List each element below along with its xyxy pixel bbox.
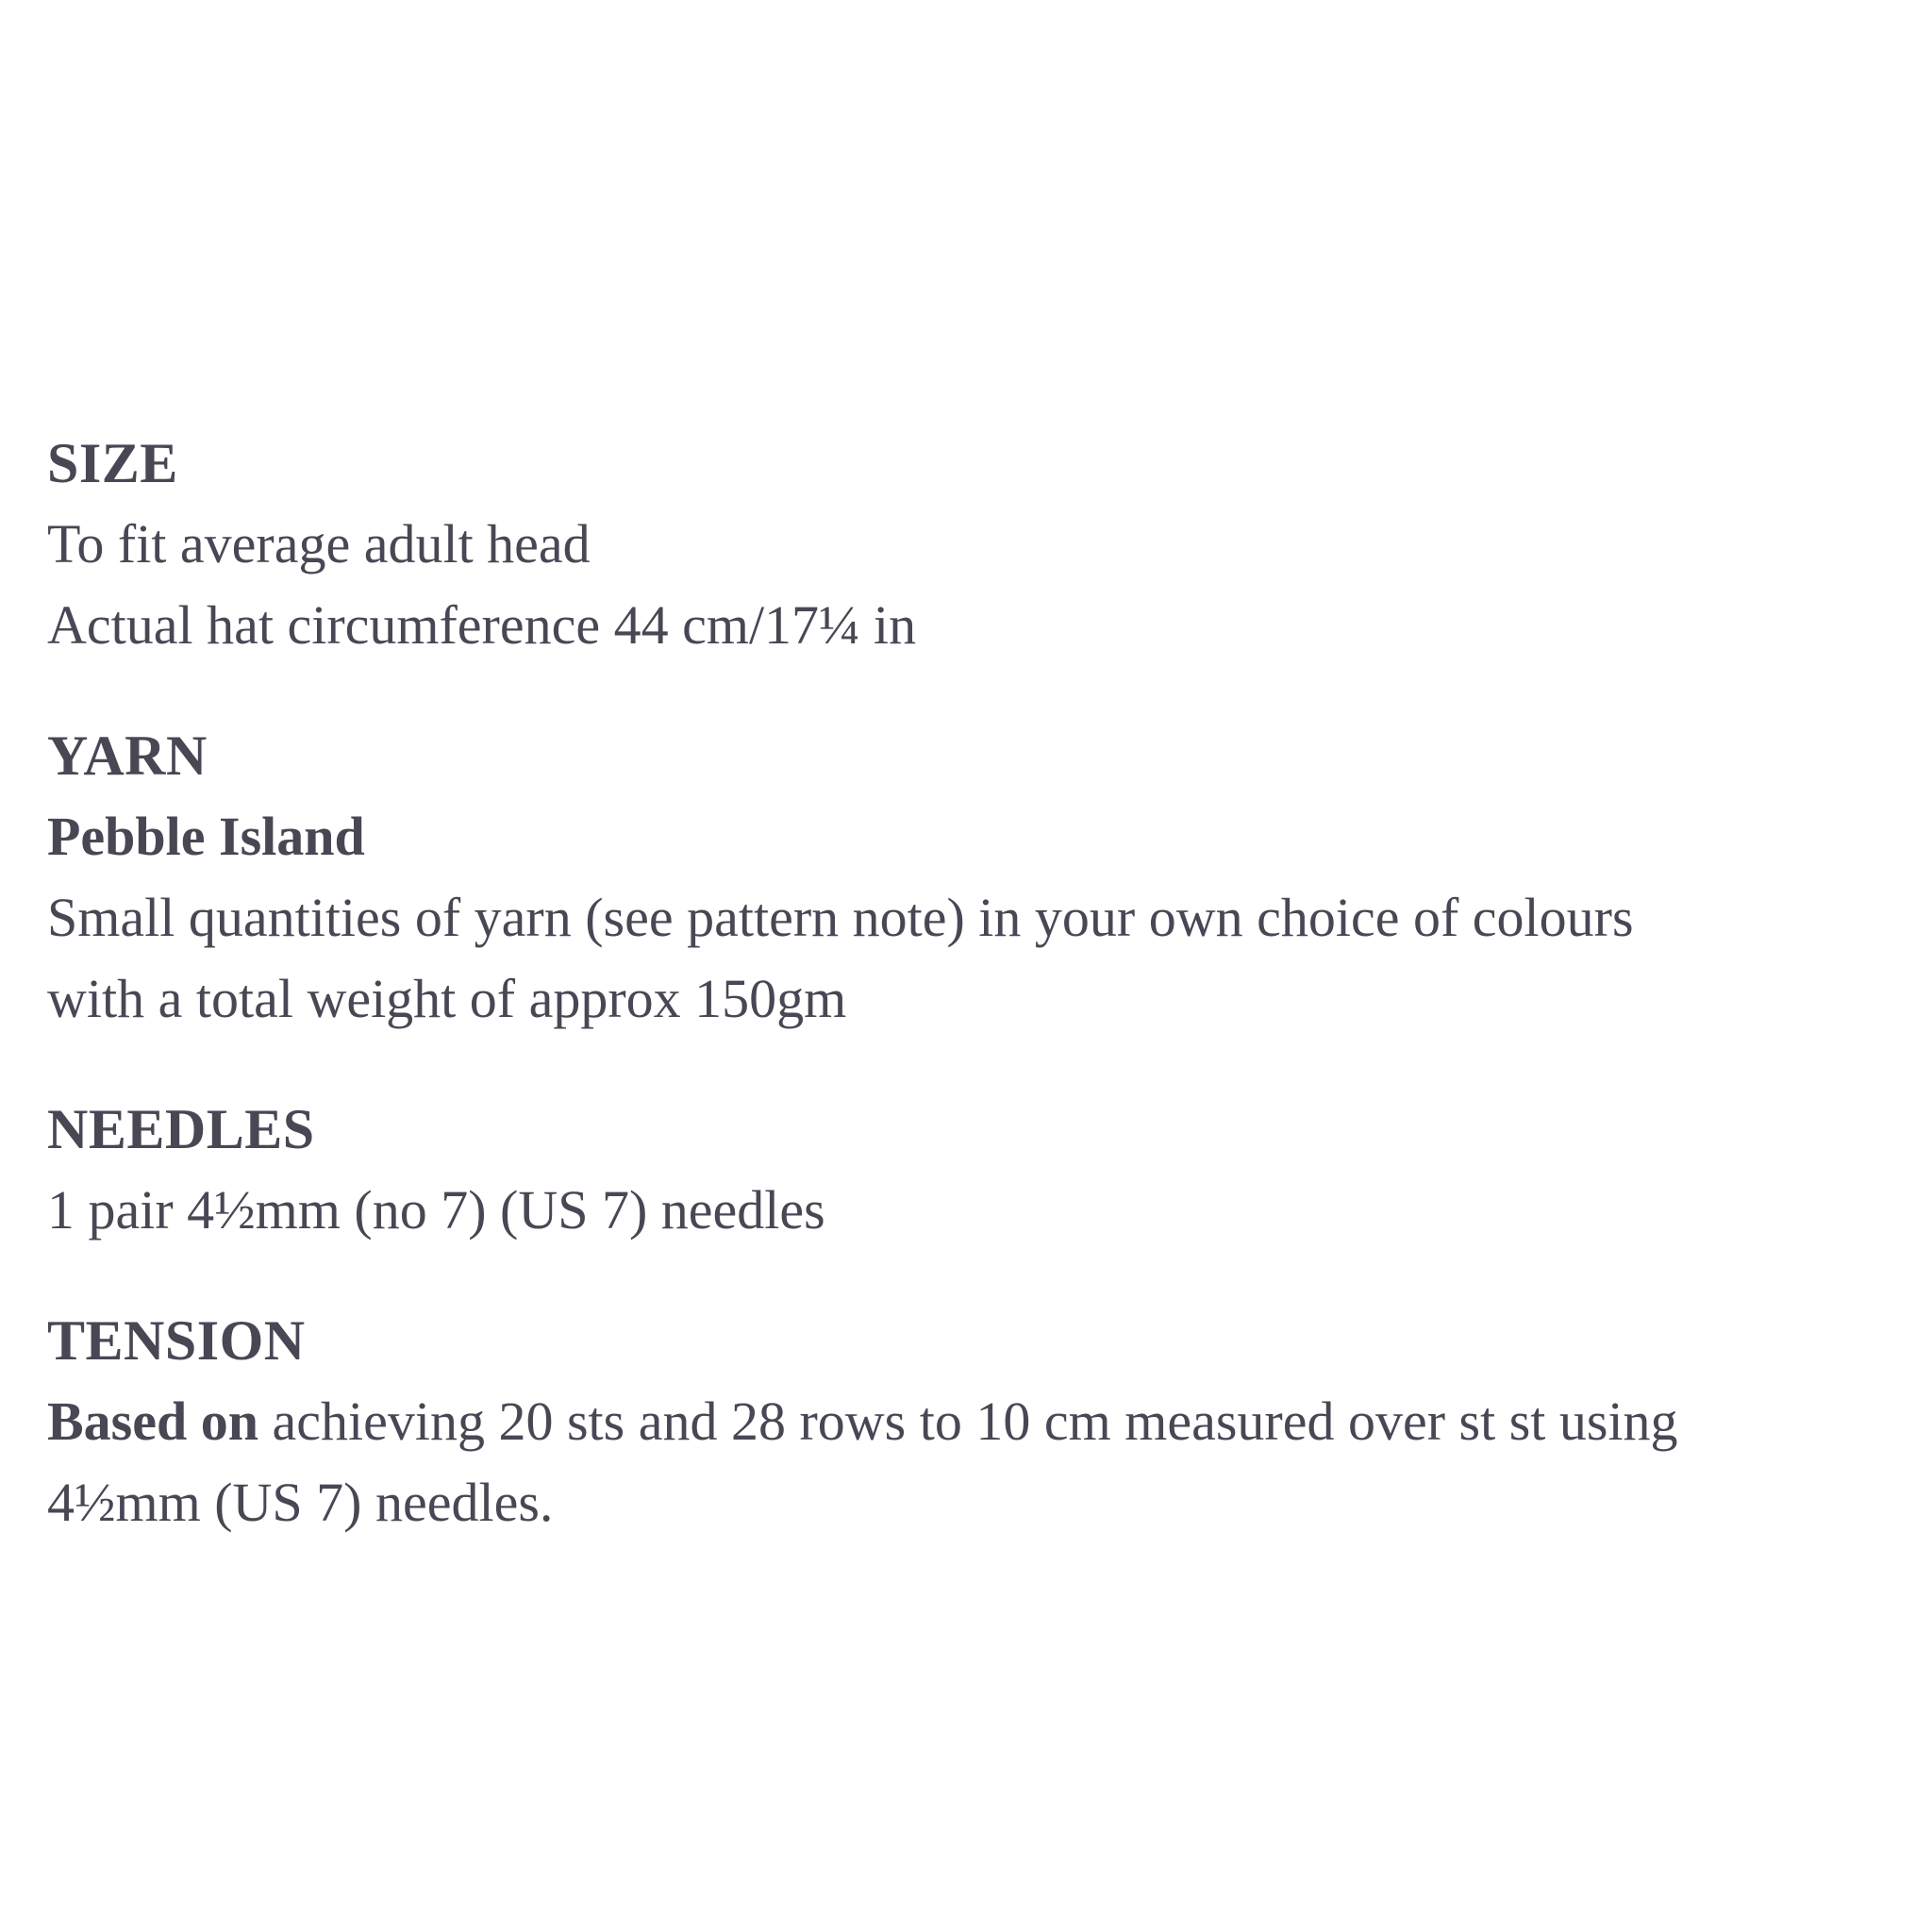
tension-line-1 xyxy=(47,1381,1896,1462)
tension-line-2: 4½mm (US 7) needles. xyxy=(47,1472,554,1533)
size-heading: SIZE xyxy=(47,432,178,494)
needles-heading: NEEDLES xyxy=(47,1098,315,1160)
tension-lead: Based on xyxy=(47,1391,259,1452)
pattern-info xyxy=(47,423,1896,1543)
size-section xyxy=(47,423,1896,666)
yarn-quantity-line: Small quantities of yarn (see pattern note) in your own choice of colours xyxy=(47,887,1634,948)
size-fit-line: To fit average adult head xyxy=(47,513,591,575)
needles-line: 1 pair 4½mm (no 7) (US 7) needles xyxy=(47,1179,825,1241)
tension-heading: TENSION xyxy=(47,1309,306,1372)
yarn-section xyxy=(47,715,1896,1040)
yarn-name: Pebble Island xyxy=(47,806,365,867)
yarn-weight-line: with a total weight of approx 150gm xyxy=(47,968,847,1029)
tension-section xyxy=(47,1300,1896,1543)
tension-line-1-rest: achieving 20 sts and 28 rows to 10 cm measured over st st using xyxy=(258,1391,1678,1452)
needles-section xyxy=(47,1089,1896,1251)
yarn-heading: YARN xyxy=(47,724,208,787)
size-circumference-line: Actual hat circumference 44 cm/17¼ in xyxy=(47,594,917,656)
